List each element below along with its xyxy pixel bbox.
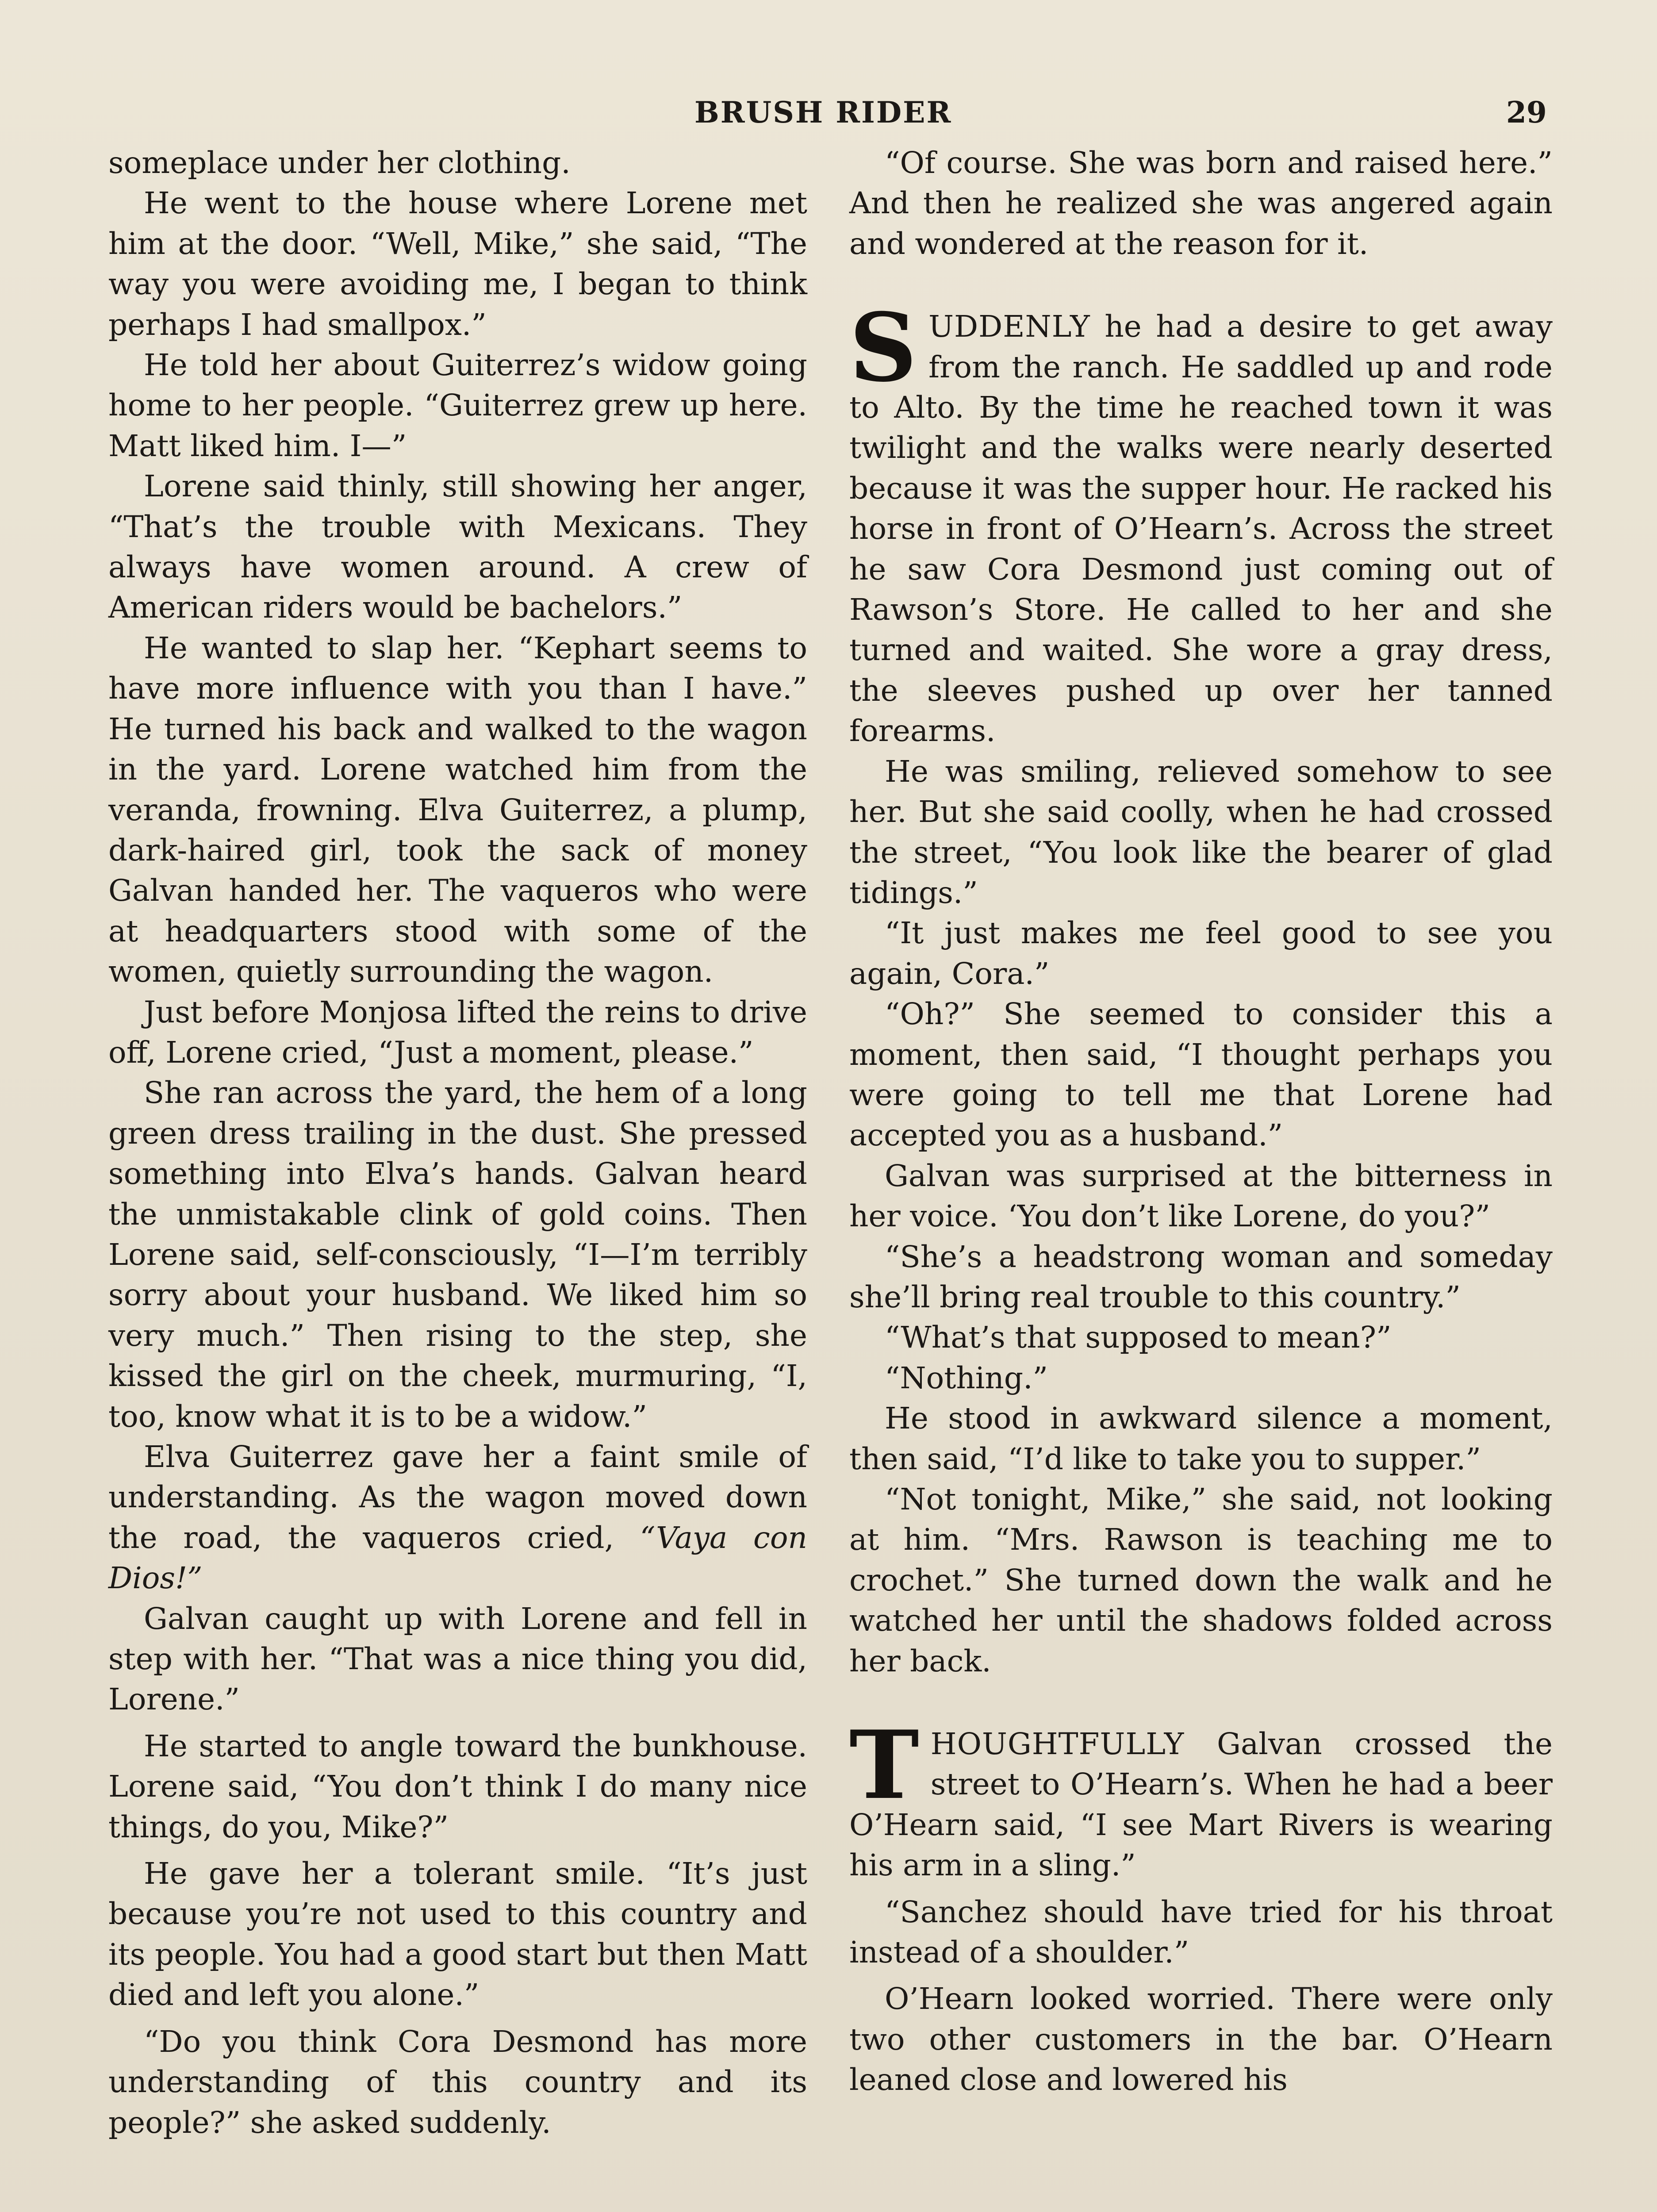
paragraph-text: he had a desire to get away from the ranch. He saddled up and rode to Alto. By the time he reached town it was twilight and the walks were nearly deserted because it was the supper hour. He racked his horse in front of O’Hearn’s. Across the street he saw Cora Desmond just coming out of Rawson’s Store. He called to her and she turned and waited. She wore a gray dress, the sleeves pushed up over her tanned forearms. [849, 309, 1553, 749]
paragraph: “Nothing.” [885, 1360, 1048, 1395]
paragraph: He went to the house where Lorene met him at the door. “Well, Mike,” she said, “The way you were avoiding me, I began to think perhaps I had smallpox.” [108, 185, 807, 342]
italic-phrase: “Vaya con Dios!” [108, 1520, 807, 1596]
paragraph: He was smiling, relieved somehow to see her. But she said coolly, when he had crossed the street, “You look like the bearer of glad tidings.” [849, 753, 1553, 910]
drop-cap: S [849, 292, 917, 403]
paragraph: O’Hearn looked worried. There were only two other customers in the bar. O’Hearn leaned close and lowered his [849, 1981, 1553, 2097]
paragraph: “Not tonight, Mike,” she said, not looking at him. “Mrs. Rawson is teaching me to crochet.” She turned down the walk and he watched her until the shadows folded across her back. [849, 1482, 1553, 1678]
paragraph: He told her about Guiterrez’s widow going home to her people. “Guiterrez grew up here. Matt liked him. I—” [108, 347, 807, 463]
paragraph: He gave her a tolerant smile. “It’s just because you’re not used to this country and its people. You had a good start but then Matt died and left you alone.” [108, 1856, 807, 2012]
paragraph: “Sanchez should have tried for his throat instead of a shoulder.” [849, 1894, 1553, 1970]
paragraph: “What’s that supposed to mean?” [885, 1320, 1392, 1355]
paragraph: She ran across the yard, the hem of a long green dress trailing in the dust. She pressed something into Elva’s hands. Galvan heard the unmistakable clink of gold coins. Then Lorene said, self-consciously, “I—I’m terribly sorry about your husband. We liked him so very much.” Then rising to the step, she kissed the girl on the cheek, murmuring, “I, too, know what it is to be a widow.” [108, 1075, 807, 1434]
page-header [0, 95, 1657, 135]
paragraph: “She’s a headstrong woman and someday she’ll bring real trouble to this country.” [849, 1239, 1553, 1314]
paragraph: “Oh?” She seemed to consider this a moment, then said, “I thought perhaps you were going to tell me that Lorene had accepted you as a husband.” [849, 996, 1553, 1153]
paragraph: He wanted to slap her. “Kephart seems to have more influence with you than I have.” He turned his back and walked to the wagon in the yard. Lorene watched him from the veranda, frowning. Elva Guiterrez, a plump, dark-haired girl, took the sack of money Galvan handed her. The vaqueros who were at headquarters stood with some of the women, quietly surrounding the wagon. [108, 630, 807, 989]
paragraph: Galvan caught up with Lorene and fell in step with her. “That was a nice thing you did, Lorene.” [108, 1601, 807, 1717]
paragraph: Lorene said thinly, still showing her anger, “That’s the trouble with Mexicans. They always have women around. A crew of American riders would be bachelors.” [108, 469, 807, 625]
paragraph: “Do you think Cora Desmond has more understanding of this country and its people?” she asked suddenly. [108, 2024, 807, 2140]
section-opening-paragraph [849, 1710, 1553, 1886]
section-opening-paragraph [849, 292, 1553, 751]
drop-cap: T [849, 1710, 919, 1820]
page-number: 29 [1506, 95, 1547, 130]
right-column [849, 142, 1553, 2100]
paragraph: Just before Monjosa lifted the reins to drive off, Lorene cried, “Just a moment, please.” [108, 994, 807, 1070]
paragraph: He stood in awkward silence a moment, then said, “I’d like to take you to supper.” [849, 1401, 1553, 1476]
paragraph [108, 1436, 807, 1598]
paragraph-text: Galvan crossed the street to O’Hearn’s. When he had a beer O’Hearn said, “I see Mart Rivers is wearing his arm in a sling.” [849, 1726, 1553, 1883]
paragraph-text: Elva Guiterrez gave her a faint smile of understanding. As the wagon moved down the road, the vaqueros cried, [108, 1439, 807, 1555]
running-title: BRUSH RIDER [694, 95, 952, 130]
lead-in-caps: HOUGHTFULLY [930, 1726, 1185, 1762]
left-column [108, 142, 807, 2143]
paragraph: Galvan was surprised at the bitterness in her voice. ‘You don’t like Lorene, do you?” [849, 1158, 1553, 1234]
lead-in-caps: UDDENLY [928, 309, 1090, 344]
paragraph: “It just makes me feel good to see you again, Cora.” [849, 915, 1553, 991]
paragraph: He started to angle toward the bunkhouse. Lorene said, “You don’t think I do many nice things, do you, Mike?” [108, 1728, 807, 1844]
paragraph: “Of course. She was born and raised here.” And then he realized she was angered again and wondered at the reason for it. [849, 145, 1553, 261]
paragraph: someplace under her clothing. [108, 145, 571, 180]
